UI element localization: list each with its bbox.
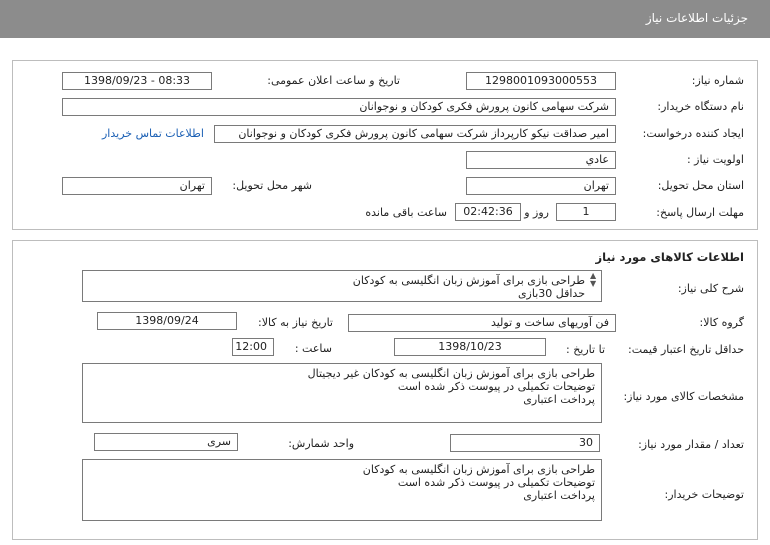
buyer-notes-label: توضیحات خریدار: (664, 488, 744, 501)
unit-label: واحد شمارش: (288, 437, 354, 450)
province-label: استان محل تحویل: (657, 179, 744, 192)
need-number-label: شماره نیاز: (691, 74, 744, 87)
announce-date-field[interactable]: 1398/09/23 - 08:33 (62, 72, 212, 90)
buyer-notes-field[interactable] (82, 459, 602, 521)
priority-field[interactable]: عادي (466, 151, 616, 169)
group-label: گروه کالا: (699, 316, 744, 329)
creator-label: ایجاد کننده درخواست: (642, 127, 744, 140)
validity-date-field[interactable]: 1398/10/23 (394, 338, 546, 356)
qty-field[interactable]: 30 (450, 434, 600, 452)
summary-label: شرح کلی نیاز: (677, 282, 744, 295)
deadline-label: مهلت ارسال پاسخ: (656, 206, 744, 219)
specs-line: پرداخت اعتباری (523, 393, 595, 406)
summary-line: طراحی بازی برای آموزش زبان انگلیسی به کودکان (352, 274, 585, 287)
buyer-org-label: نام دستگاه خریدار: (657, 100, 744, 113)
notes-line: پرداخت اعتباری (523, 489, 595, 502)
notes-line: توضیحات تکمیلی در پیوست ذکر شده است (397, 476, 595, 489)
need-date-label: تاریخ نیاز به کالا: (258, 316, 333, 329)
specs-field[interactable] (82, 363, 602, 423)
city-label: شهر محل تحویل: (232, 179, 312, 192)
province-field[interactable]: تهران (466, 177, 616, 195)
validity-time-label: ساعت : (294, 342, 332, 355)
to-date-label: تا تاریخ : (566, 343, 605, 356)
scroll-arrows-icon[interactable]: ▲ ▼ (590, 271, 597, 288)
goods-section-title: اطلاعات کالاهای مورد نیاز (595, 250, 744, 264)
unit-field[interactable]: سری (94, 433, 238, 451)
specs-line: توضیحات تکمیلی در پیوست ذکر شده است (397, 380, 595, 393)
summary-field[interactable] (82, 270, 602, 302)
summary-line: حداقل 30بازی (517, 287, 585, 300)
deadline-days-field[interactable]: 1 (556, 203, 616, 221)
validity-label: حداقل تاریخ اعتبار قیمت: (628, 343, 744, 356)
days-word: روز و (524, 206, 549, 219)
group-field[interactable]: فن آوریهای ساخت و تولید (348, 314, 616, 332)
buyer-contact-link[interactable]: اطلاعات تماس خریدار (102, 127, 204, 140)
priority-label: اولویت نیاز : (686, 153, 744, 166)
qty-label: تعداد / مقدار مورد نیاز: (638, 438, 744, 451)
city-field[interactable]: تهران (62, 177, 212, 195)
buyer-org-field[interactable]: شرکت سهامی کانون پرورش فکری کودکان و نوجوانان (62, 98, 616, 116)
notes-line: طراحی بازی برای آموزش زبان انگلیسی به کودکان (362, 463, 595, 476)
validity-time-field[interactable]: 12:00 (232, 338, 274, 356)
deadline-time-field[interactable]: 02:42:36 (455, 203, 521, 221)
announce-date-label: تاریخ و ساعت اعلان عمومی: (267, 74, 400, 87)
need-date-field[interactable]: 1398/09/24 (97, 312, 237, 330)
specs-line: طراحی بازی برای آموزش زبان انگلیسی به کودکان غیر دیجیتال (307, 367, 595, 380)
specs-label: مشخصات کالای مورد نیاز: (623, 390, 744, 403)
need-number-field[interactable]: 1298001093000553 (466, 72, 616, 90)
creator-field[interactable]: امیر صداقت نیکو کارپرداز شرکت سهامی کانون پرورش فکری کودکان و نوجوانان (214, 125, 616, 143)
remaining-label: ساعت باقی مانده (365, 206, 447, 219)
page-title: جزئیات اطلاعات نیاز (645, 11, 748, 25)
